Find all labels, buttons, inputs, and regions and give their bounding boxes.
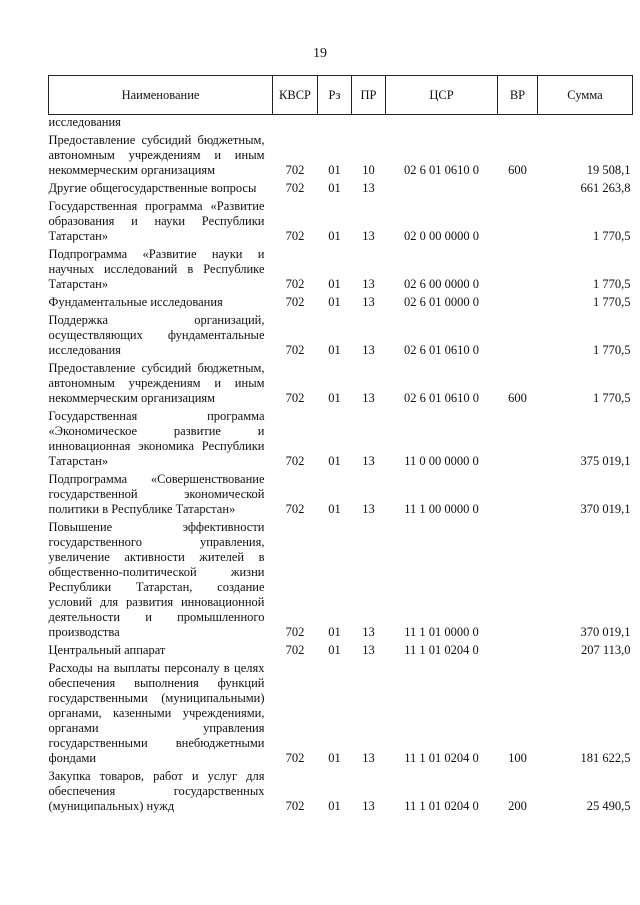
row-sum: 375 019,1 xyxy=(580,454,631,468)
table-row xyxy=(49,178,633,196)
row-rz xyxy=(318,115,352,131)
row-kvsr: 702 xyxy=(285,502,305,516)
row-sum: 181 622,5 xyxy=(580,751,631,765)
row-sum: 661 263,8 xyxy=(580,181,631,195)
row-kvsr: 702 xyxy=(285,751,305,765)
table-row xyxy=(49,406,633,469)
row-vr xyxy=(498,178,538,196)
row-vr: 200 xyxy=(508,799,527,813)
row-csr: 11 1 00 0000 0 xyxy=(404,502,479,516)
row-name: Предоставление субсидий бюджетным, автономным учреждениям и иным некоммерческим организациям xyxy=(48,361,265,405)
row-kvsr: 702 xyxy=(285,295,305,309)
row-sum: 25 490,5 xyxy=(586,799,631,813)
row-sum: 370 019,1 xyxy=(580,502,631,516)
row-name: Государственная программа «Экономическое развитие и инновационная экономика Республики Татарстан» xyxy=(48,409,265,468)
row-sum: 1 770,5 xyxy=(593,229,631,243)
row-pr xyxy=(352,115,386,131)
table-row xyxy=(49,310,633,358)
row-kvsr: 702 xyxy=(285,277,305,291)
row-sum xyxy=(538,115,633,131)
row-name: Фундаментальные исследования xyxy=(48,295,223,309)
budget-table xyxy=(48,75,633,814)
table-body xyxy=(49,115,633,815)
row-kvsr: 702 xyxy=(285,643,305,657)
row-rz: 01 xyxy=(328,163,341,177)
row-csr: 11 0 00 0000 0 xyxy=(404,454,479,468)
header-kvsr: КВСР xyxy=(273,76,318,115)
row-name: Поддержка организаций, осуществляющих фундаментальные исследования xyxy=(48,313,265,357)
row-rz: 01 xyxy=(328,625,341,639)
table-row xyxy=(49,130,633,178)
row-sum: 1 770,5 xyxy=(593,295,631,309)
row-pr: 13 xyxy=(362,625,375,639)
table-row xyxy=(49,358,633,406)
row-vr xyxy=(498,196,538,244)
table-header xyxy=(49,76,633,115)
row-csr: 02 6 01 0610 0 xyxy=(404,163,479,177)
row-vr xyxy=(498,310,538,358)
row-rz: 01 xyxy=(328,295,341,309)
row-pr: 13 xyxy=(362,643,375,657)
row-pr: 13 xyxy=(362,454,375,468)
row-kvsr: 702 xyxy=(285,391,305,405)
row-name: Подпрограмма «Совершенствование государственной экономической политики в Республике Татарстан» xyxy=(48,472,265,516)
row-name: Предоставление субсидий бюджетным, автономным учреждениям и иным некоммерческим организациям xyxy=(48,133,265,177)
table-row xyxy=(49,517,633,640)
row-sum: 1 770,5 xyxy=(593,277,631,291)
row-pr: 13 xyxy=(362,181,375,195)
row-csr xyxy=(386,115,498,131)
row-vr xyxy=(498,292,538,310)
row-pr: 13 xyxy=(362,229,375,243)
header-csr: ЦСР xyxy=(386,76,498,115)
row-rz: 01 xyxy=(328,277,341,291)
row-sum: 1 770,5 xyxy=(593,343,631,357)
row-kvsr: 702 xyxy=(285,163,305,177)
row-csr: 11 1 01 0000 0 xyxy=(404,625,479,639)
row-name: Другие общегосударственные вопросы xyxy=(48,181,257,195)
row-pr: 13 xyxy=(362,295,375,309)
row-kvsr xyxy=(273,115,318,131)
row-rz: 01 xyxy=(328,751,341,765)
header-name: Наименование xyxy=(49,76,273,115)
row-csr xyxy=(386,178,498,196)
row-pr: 13 xyxy=(362,751,375,765)
row-vr: 600 xyxy=(508,391,527,405)
row-csr: 11 1 01 0204 0 xyxy=(404,751,479,765)
row-kvsr: 702 xyxy=(285,343,305,357)
row-sum: 19 508,1 xyxy=(586,163,631,177)
header-vr: ВР xyxy=(498,76,538,115)
row-pr: 10 xyxy=(362,163,375,177)
row-rz: 01 xyxy=(328,391,341,405)
row-rz: 01 xyxy=(328,181,341,195)
table-row xyxy=(49,196,633,244)
row-vr xyxy=(498,469,538,517)
row-sum: 370 019,1 xyxy=(580,625,631,639)
table-row xyxy=(49,640,633,658)
row-name: Подпрограмма «Развитие науки и научных исследований в Республике Татарстан» xyxy=(48,247,265,291)
row-csr: 02 6 01 0610 0 xyxy=(404,343,479,357)
row-csr: 11 1 01 0204 0 xyxy=(404,799,479,813)
row-pr: 13 xyxy=(362,391,375,405)
row-rz: 01 xyxy=(328,799,341,813)
row-csr: 02 6 01 0610 0 xyxy=(404,391,479,405)
table-row xyxy=(49,766,633,814)
header-pr: ПР xyxy=(352,76,386,115)
row-vr xyxy=(498,115,538,131)
row-vr: 600 xyxy=(508,163,527,177)
row-vr xyxy=(498,640,538,658)
row-rz: 01 xyxy=(328,343,341,357)
row-name: исследования xyxy=(48,115,121,129)
table-row xyxy=(49,115,633,131)
row-sum: 207 113,0 xyxy=(580,643,631,657)
row-sum: 1 770,5 xyxy=(593,391,631,405)
row-pr: 13 xyxy=(362,799,375,813)
row-vr xyxy=(498,244,538,292)
row-csr: 02 6 00 0000 0 xyxy=(404,277,479,291)
row-name: Расходы на выплаты персоналу в целях обеспечения выполнения функций государственными (муниципальными) органами, казенными учреждениями, органами управления государственными внебюджетными фондами xyxy=(48,661,265,765)
row-name: Государственная программа «Развитие образования и науки Республики Татарстан» xyxy=(48,199,265,243)
table-row xyxy=(49,244,633,292)
row-rz: 01 xyxy=(328,502,341,516)
table-row xyxy=(49,469,633,517)
row-rz: 01 xyxy=(328,229,341,243)
row-kvsr: 702 xyxy=(285,454,305,468)
table-row xyxy=(49,658,633,766)
row-csr: 11 1 01 0204 0 xyxy=(404,643,479,657)
row-pr: 13 xyxy=(362,343,375,357)
row-csr: 02 0 00 0000 0 xyxy=(404,229,479,243)
row-csr: 02 6 01 0000 0 xyxy=(404,295,479,309)
row-name: Центральный аппарат xyxy=(48,643,166,657)
row-pr: 13 xyxy=(362,502,375,516)
row-kvsr: 702 xyxy=(285,229,305,243)
row-vr xyxy=(498,406,538,469)
row-pr: 13 xyxy=(362,277,375,291)
header-rz: Рз xyxy=(318,76,352,115)
row-kvsr: 702 xyxy=(285,799,305,813)
row-kvsr: 702 xyxy=(285,625,305,639)
row-vr: 100 xyxy=(508,751,527,765)
header-sum: Сумма xyxy=(538,76,633,115)
row-name: Повышение эффективности государственного управления, увеличение активности жителей в общественно-политической жизни Республики Татарстан, создание условий для развития инновационной деятельности и промышленного производства xyxy=(48,520,265,639)
row-vr xyxy=(498,517,538,640)
row-kvsr: 702 xyxy=(285,181,305,195)
table-row xyxy=(49,292,633,310)
row-rz: 01 xyxy=(328,643,341,657)
row-rz: 01 xyxy=(328,454,341,468)
row-name: Закупка товаров, работ и услуг для обеспечения государственных (муниципальных) нужд xyxy=(48,769,265,813)
page-number: 19 xyxy=(313,46,327,61)
